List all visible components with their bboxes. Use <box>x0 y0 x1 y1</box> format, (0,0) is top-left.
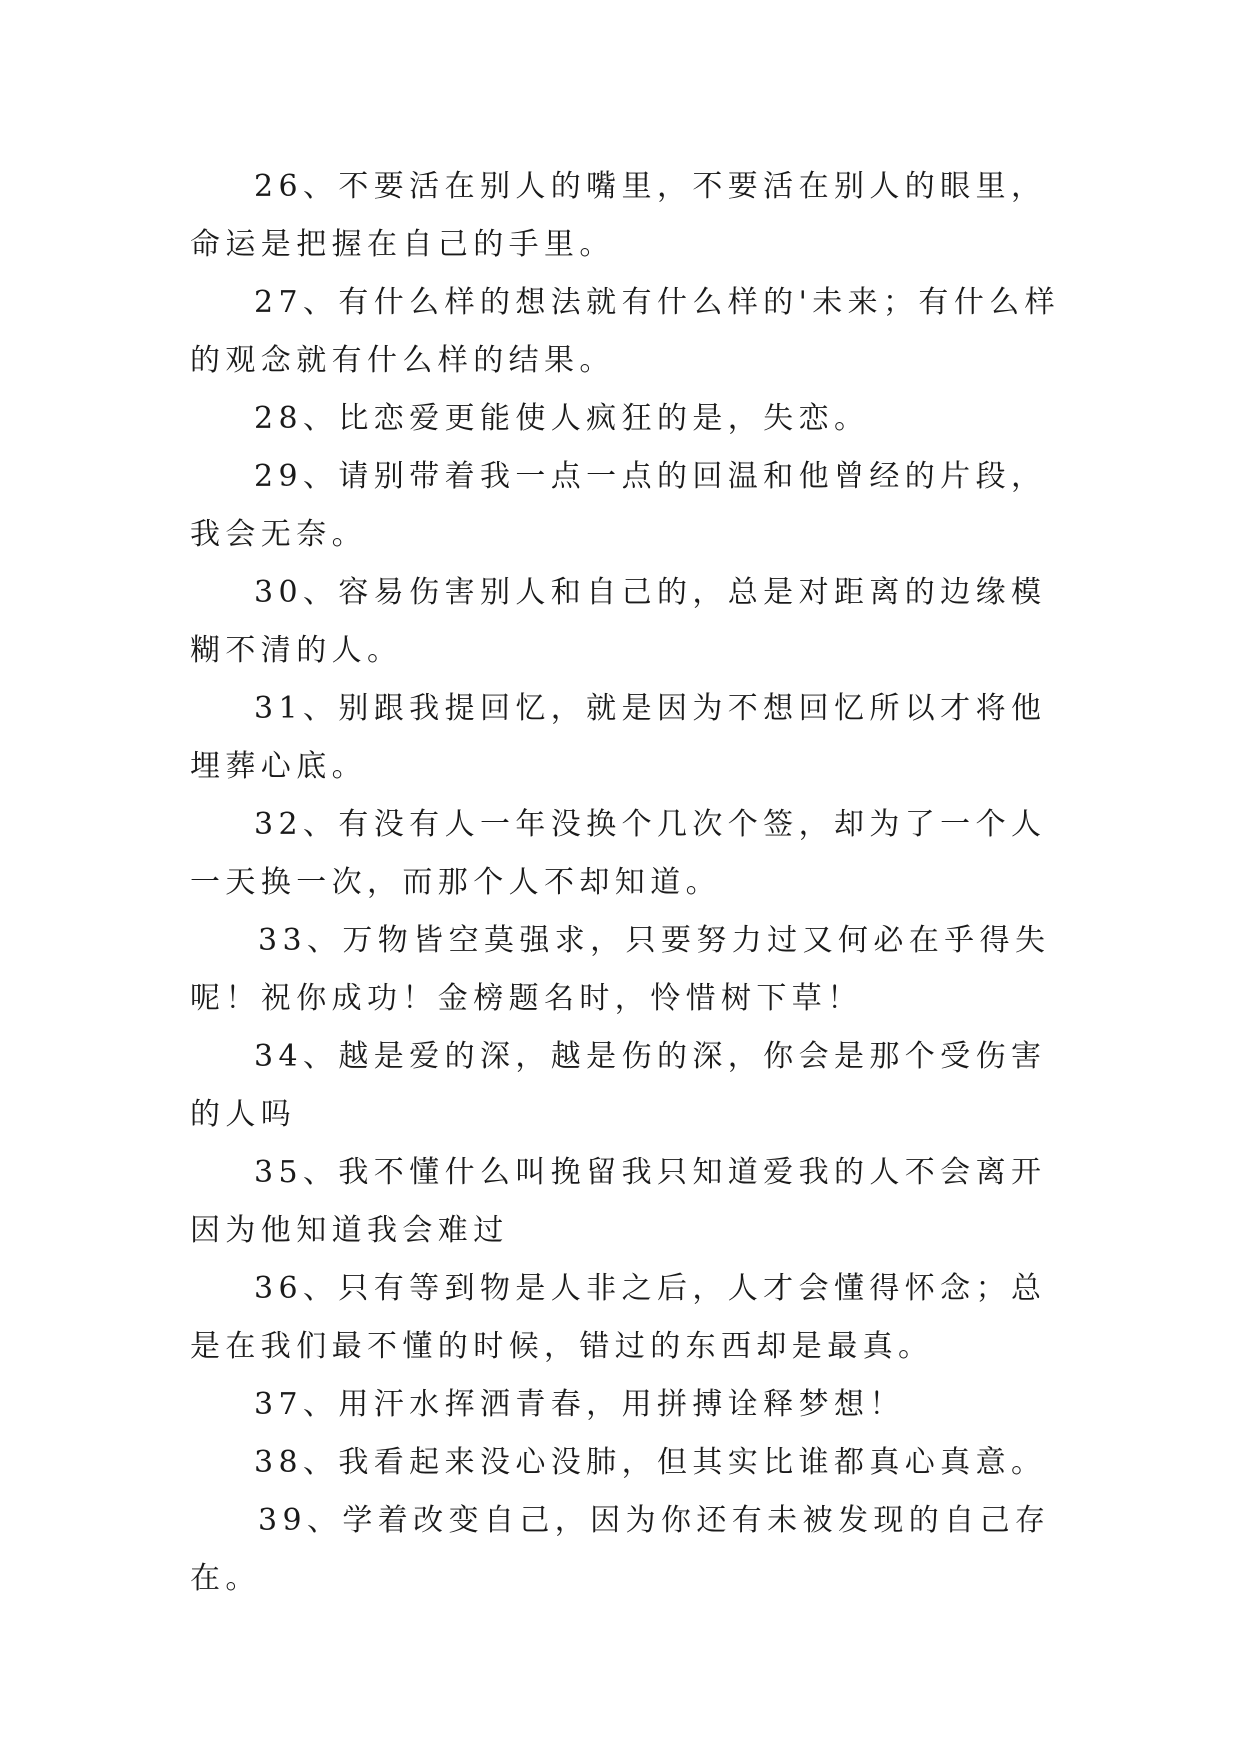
paragraph-39: 39、学着改变自己，因为你还有未被发现的自己存在。 <box>190 1503 1051 1596</box>
paragraph-36: 36、只有等到物是人非之后，人才会懂得怀念；总是在我们最不懂的时候，错过的东西却是最真。 <box>190 1271 1047 1364</box>
paragraph-37: 37、用汗水挥洒青春，用拼搏诠释梦想！ <box>254 1387 905 1422</box>
paragraph-31: 31、别跟我提回忆，就是因为不想回忆所以才将他埋葬心底。 <box>190 691 1047 784</box>
paragraph-34: 34、越是爱的深，越是伤的深，你会是那个受伤害的人吗 <box>190 1039 1047 1132</box>
paragraph-28: 28、比恋爱更能使人疯狂的是，失恋。 <box>254 401 870 436</box>
paragraph-29: 29、请别带着我一点一点的回温和他曾经的片段，我会无奈。 <box>190 459 1047 552</box>
paragraph-27: 27、有什么样的想法就有什么样的'未来；有什么样的观念就有什么样的结果。 <box>190 285 1061 378</box>
paragraph-30: 30、容易伤害别人和自己的，总是对距离的边缘模糊不清的人。 <box>190 575 1047 668</box>
paragraph-33: 33、万物皆空莫强求，只要努力过又何必在乎得失呢！祝你成功！金榜题名时，怜惜树下草！ <box>190 923 1051 1016</box>
paragraph-35: 35、我不懂什么叫挽留我只知道爱我的人不会离开因为他知道我会难过 <box>190 1155 1047 1248</box>
paragraph-26: 26、不要活在别人的嘴里，不要活在别人的眼里，命运是把握在自己的手里。 <box>190 169 1047 262</box>
paragraph-32: 32、有没有人一年没换个几次个签，却为了一个人一天换一次，而那个人不却知道。 <box>190 807 1047 900</box>
paragraph-38: 38、我看起来没心没肺，但其实比谁都真心真意。 <box>254 1445 1047 1480</box>
document-body <box>190 158 1070 1608</box>
